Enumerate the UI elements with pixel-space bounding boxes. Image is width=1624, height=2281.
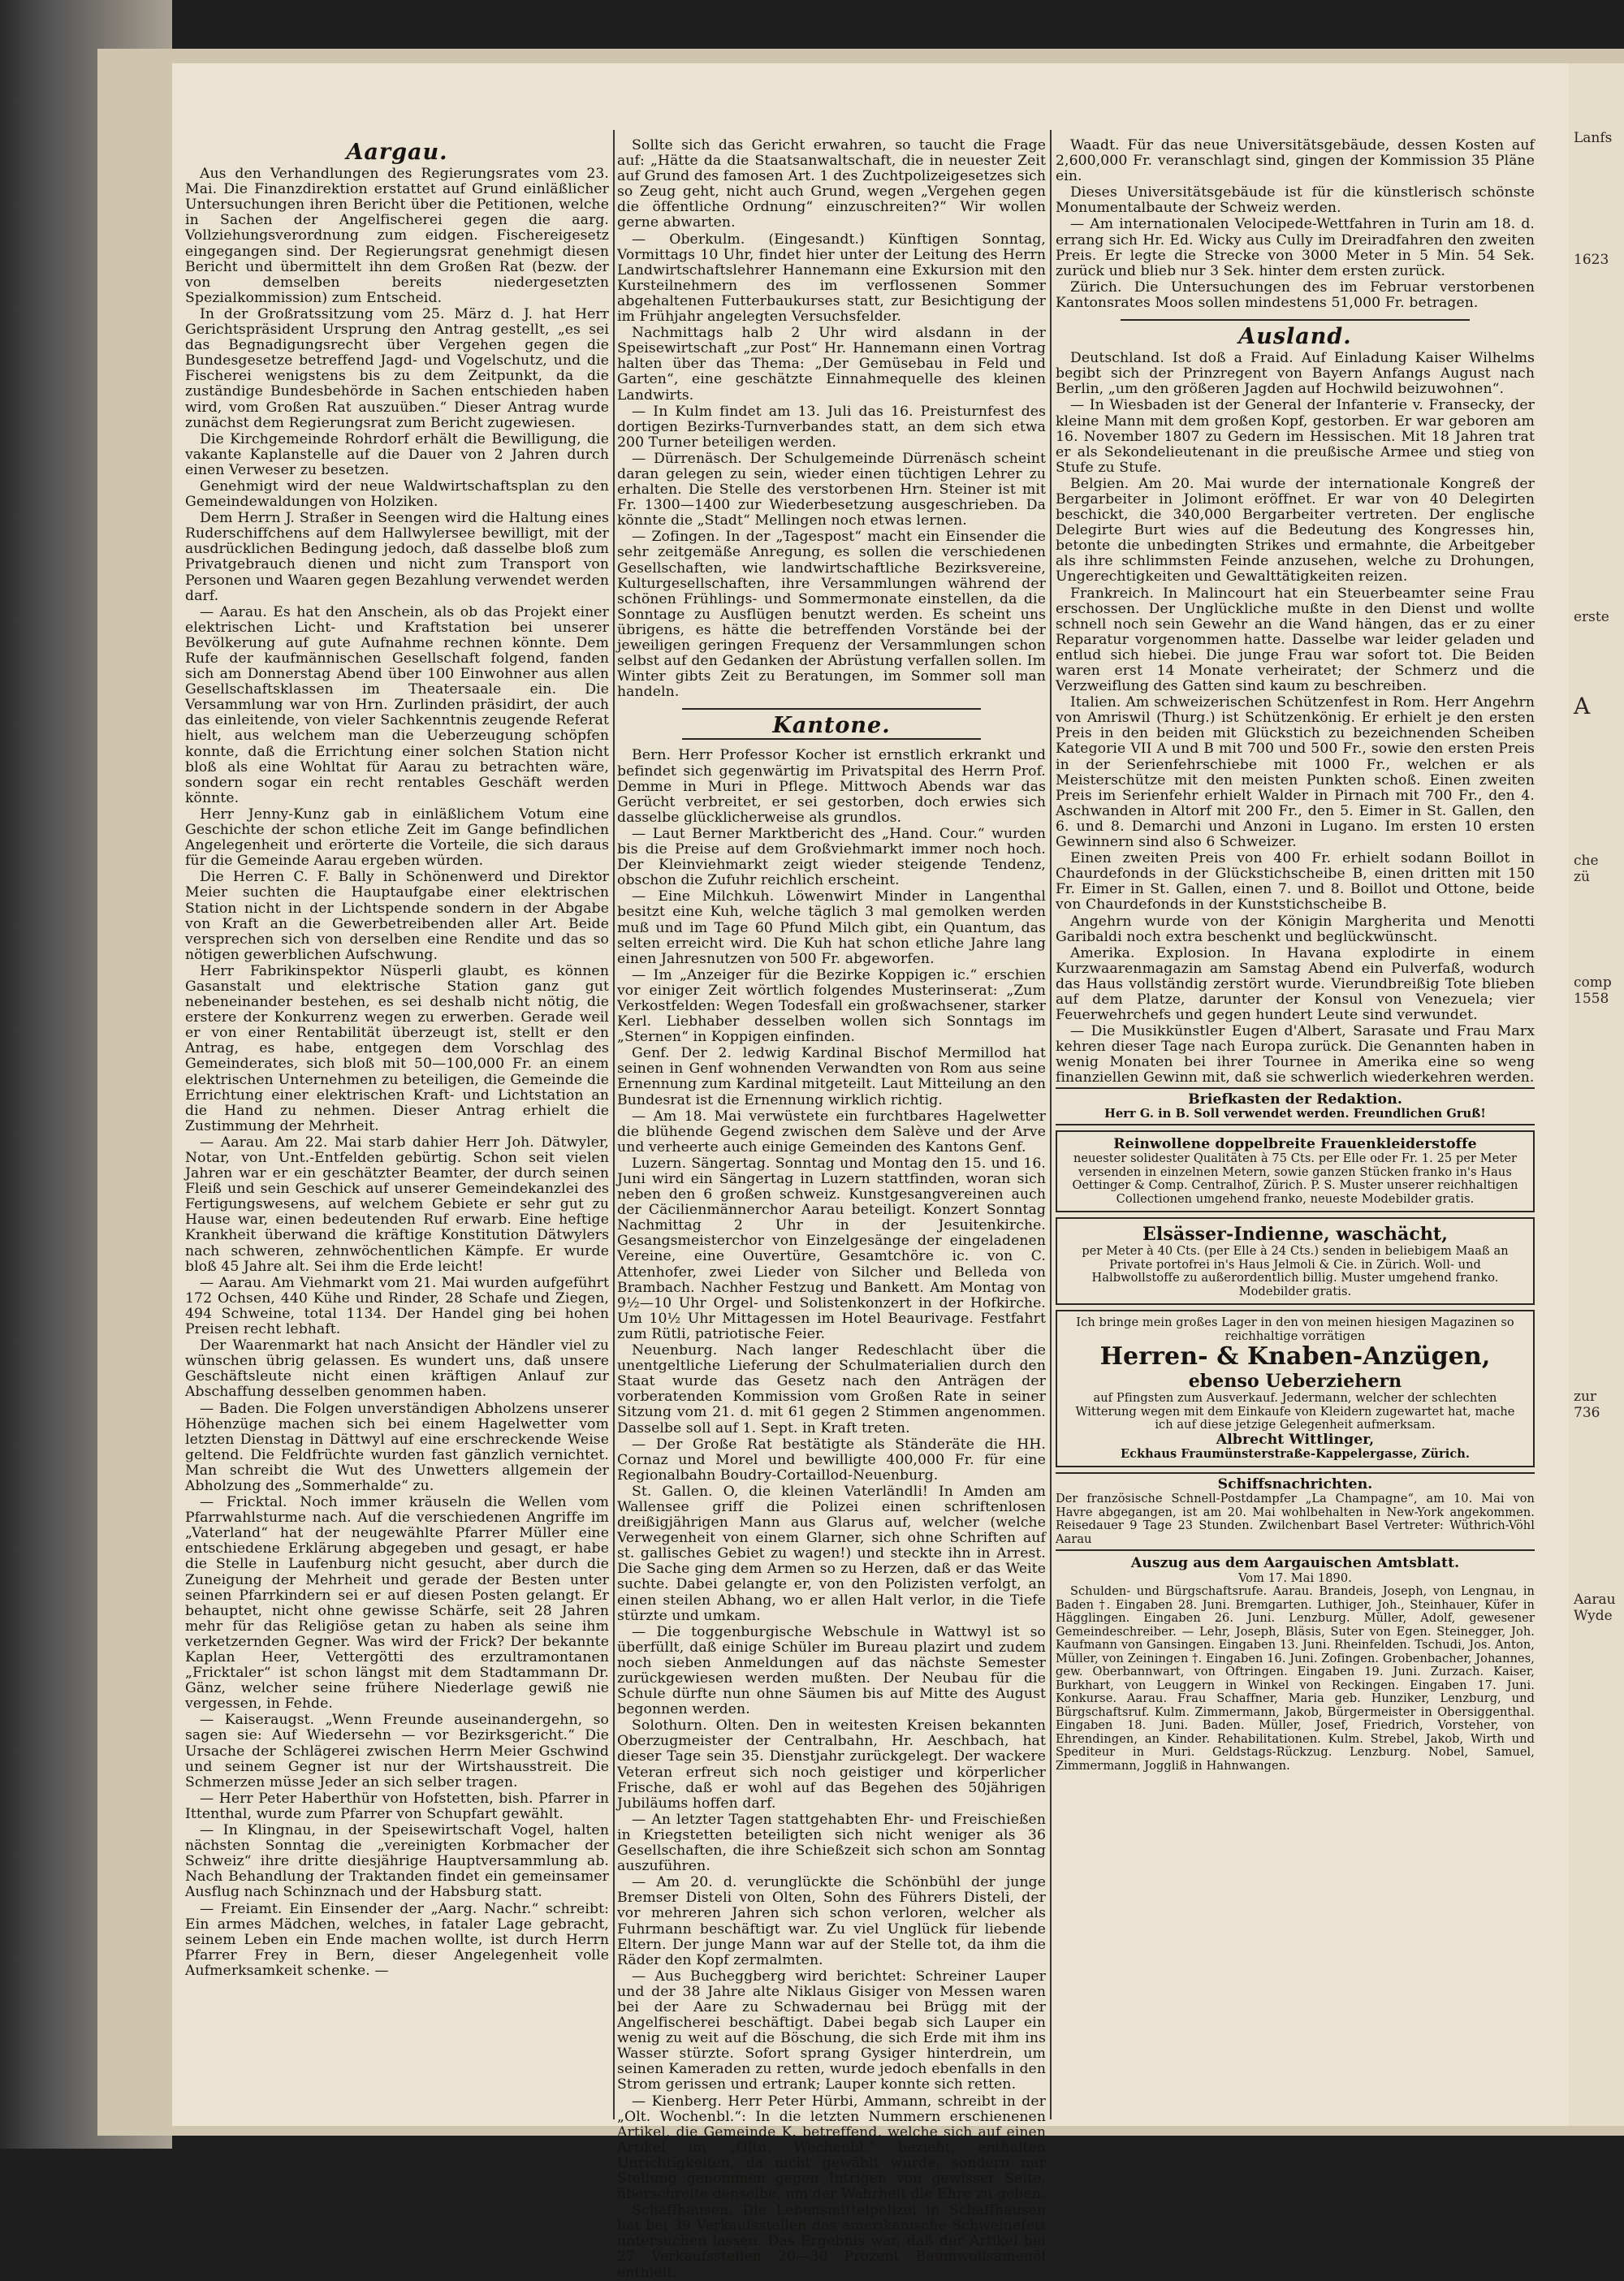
fragment-text: Aarau [1574,1592,1616,1608]
article-paragraph: Deutschland. Ist doß a Fraid. Auf Einladung Kaiser Wilhelms begibt sich der Prinzregent von Bayern Anfangs August nach Berlin, „um den größeren Jagden auf Hochwild beizuwohnen“. [1056,350,1535,398]
article-paragraph: Der Waarenmarkt hat nach Ansicht der Händler viel zu wünschen übrig gelassen. Es wundert uns, daß unsere Geschäftsleute nicht einen kräftigen Anlauf zur Abschaffung desselben genommen haben. [185,1337,609,1401]
mailbox-box [1056,1087,1535,1126]
shipping-text: Der französische Schnell-Postdampfer „La Champagne“, am 10. Mai von Havre abgegangen, ist am 20. Mai wohlbehalten in New-York angekommen. Reisedauer 9 Tage 23 Stunden. Zwilchenbart Basel Vertreter: Wüthrich-Vöhl Aarau [1056,1493,1535,1546]
article-paragraph: Waadt. Für das neue Universitätsgebäude, dessen Kosten auf 2,600,000 Fr. veranschlagt sind, gingen der Kommission 35 Pläne ein. [1056,137,1535,185]
facing-page-fragments [1574,97,1624,1624]
article-paragraph: — Aus Bucheggberg wird berichtet: Schreiner Lauper und der 38 Jahre alte Niklaus Gisiger von Messen waren bei der Aare zu Schwadernau bei Brügg mit der Angelfischerei beschäftigt. Dabei begab sich Lauper ein wenig zu weit auf die Böschung, die sich Erde mit ihm ins Wasser stürzte. Sofort sprang Gysiger hinterdrein, um seinen Kameraden zu retten, wurde jedoch ebenfalls in den Strom gerissen und ertrank; Lauper konnte sich retten. [617,1968,1046,2093]
ad-merchant-name: Albrecht Wittlinger, [1216,1431,1375,1448]
fragment-text: comp [1574,974,1612,991]
fragment-text: Wyde [1574,1608,1613,1624]
fragment-text: 1558 [1574,991,1609,1007]
section-divider [1121,319,1470,321]
shipping-title: Schiffsnachrichten. [1217,1476,1373,1493]
section-title-kantone: Kantone. [772,713,891,739]
article-paragraph: Nachmittags halb 2 Uhr wird alsdann in der Speisewirtschaft „zur Post“ Hr. Hannemann einen Vortrag halten über das Thema: „Der Gemüsebau in Feld und Garten“, eine geschätzte Einnahmequelle des kleinen Landwirts. [617,325,1046,404]
article-paragraph: — Kienberg. Herr Peter Hürbi, Ammann, schreibt in der „Olt. Wochenbl.“: In die letzten Nummern erschienenen Artikel, die Gemeinde K. betreffend, welche sich auf einen Artikel im „Oltn. Wochenbl.“ bezieht, enthalten Unrichtigkeiten, da nicht gewählt wurde, sondern nur Stellung genommen gegen Intrigen von gewisser Seite, überschreite denselbe, um der Wahrheit die Ehre zu geben. [617,2093,1046,2203]
ad-indienne [1056,1217,1535,1305]
article-paragraph: Dieses Universitätsgebäude ist für die künstlerisch schönste Monumentalbaute der Schweiz werden. [1056,184,1535,217]
article-paragraph: — Oberkulm. (Eingesandt.) Künftigen Sonntag, Vormittags 10 Uhr, findet hier unter der Leitung des Herrn Landwirtschaftslehrer Hannemann eine Exkursion mit den Kursteilnehmern des im verflossenen Sommer abgehaltenen Futterbaukurses statt, zur Besichtigung der im Frühjahr angelegten Versuchsfelder. [617,231,1046,326]
article-paragraph: In der Großratssitzung vom 25. März d. J. hat Herr Gerichtspräsident Ursprung den Antrag gestellt, „es sei das Begnadigungsrecht über Vergehen gegen die Bundesgesetze betreffend Jagd- und Vogelschutz, und die Fischerei wenigstens bis zu dem Zeitpunkt, da die zuständige Bundesbehörde in Sachen entschieden haben wird, vom Großen Rat auszuüben.“ Dieser Antrag wurde zunächst dem Regierungsrat zum Bericht zugewiesen. [185,305,609,431]
article-paragraph: Genf. Der 2. ledwig Kardinal Bischof Mermillod hat seinen in Genf wohnenden Verwandten von Rom aus seine Ernennung zum Kardinal mitgeteilt. Laut Mitteilung an den Bundesrat ist die Ernennung wirklich richtig. [617,1045,1046,1108]
column-rule [613,130,615,2119]
ad-frauenkleiderstoffe [1056,1130,1535,1212]
ad-title: Elsässer-Indienne, waschächt, [1142,1224,1448,1246]
ad-subheadline: ebenso Ueberziehern [1188,1371,1402,1393]
article-paragraph: — Zofingen. In der „Tagespost“ macht ein Einsender die sehr zeitgemäße Anregung, es sollen die verschiedenen Gesellschaften, wie landwirtschaftliche Bezirksvereine, Kulturgesellschaften, ihre Versammlungen während der schönen Frühlings- und Sommermonate einstellen, da die Sonntage zu Ausflügen benutzt werden. Es scheint uns übrigens, es hätte die betreffenden Vorstände bei der jeweiligen geringen Frequenz der Versammlungen schon selbst auf den Gedanken der Abrüstung verfallen sollen. Im Winter gibts Zeit zu Beratungen, im Sommer soll man handeln. [617,529,1046,701]
article-paragraph: Genehmigt wird der neue Waldwirtschaftsplan zu den Gemeindewaldungen von Holziken. [185,477,609,511]
article-paragraph: Herr Fabrikinspektor Nüsperli glaubt, es können Gasanstalt und elektrische Station ganz gut nebeneinander bestehen, es sei deshalb nicht nötig, die erstere der Konkurrenz wegen zu erwerben. Gerade weil er von einer Rentabilität überzeugt ist, stellt er den Antrag, es habe, entgegen dem Vorschlag des Gemeinderates, sich bloß mit 50—100,000 Fr. an einem elektrischen Unternehmen zu beteiligen, die Gemeinde die Errichtung einer elektrischen Kraft- und Lichtstation an die Hand zu nehmen. Dieser Antrag erhielt die Zustimmung der Mehrheit. [185,962,609,1134]
article-paragraph: — Im „Anzeiger für die Bezirke Koppigen ic.“ erschien vor einiger Zeit wörtlich folgendes Musterinserat: „Zum Verkostfelden: Wegen Todesfall ein großwachsener, starker Kerl. Liebhaber desselben wollen sich Sonntags im „Sternen“ in Koppigen einfinden. [617,966,1046,1046]
article-paragraph: — Der Große Rat bestätigte als Ständeräte die HH. Cornaz und Morel und bewilligte 400,000 Fr. für eine Regionalbahn Boudry-Cortaillod-Neuenburg. [617,1436,1046,1484]
section-title-aargau: Aargau. [346,140,448,165]
amtsblatt-title: Auszug aus dem Aargauischen Amtsblatt. [1130,1555,1460,1572]
column-aargau [185,138,609,2132]
article-paragraph: — Eine Milchkuh. Löwenwirt Minder in Langenthal besitzt eine Kuh, welche täglich 3 mal gemolken werden muß und im Tage 60 Pfund Milch gibt, ein Quantum, das selten erreicht wird. Die Kuh hat schon etliche Jahre lang einen Jahresnutzen von 500 Fr. abgeworfen. [617,888,1046,967]
article-paragraph: — Die toggenburgische Webschule in Wattwyl ist so überfüllt, daß einige Schüler im Bureau plazirt und zudem noch sieben Anmeldungen auf das nächste Semester zurückgewiesen werden mußten. Der Neubau für die Schule dürfte nun ohne Säumen bis auf Mitte des August begonnen werden. [617,1623,1046,1718]
article-paragraph: Angehrn wurde von der Königin Margherita und Menotti Garibaldi noch extra beschenkt und beglückwünscht. [1056,913,1535,945]
fragment-text: Lanfs [1574,130,1613,146]
fragment-text: zü [1574,869,1590,885]
ad-merchant-address: Eckhaus Fraumünsterstraße-Kappelergasse, Zürich. [1120,1446,1471,1461]
mailbox-title: Briefkasten der Redaktion. [1188,1091,1402,1108]
amtsblatt-date: Vom 17. Mai 1890. [1238,1571,1352,1585]
section-divider [682,708,981,710]
article-paragraph: — In Wiesbaden ist der General der Infanterie v. Fransecky, der kleine Mann mit dem großen Kopf, gestorben. Er war geboren am 16. November 1807 zu Gedern im Hessischen. Mit 18 Jahren trat er als Sekondelieutenant in die preußische Armee und stieg von Stufe zu Stufe. [1056,397,1535,476]
article-paragraph: — Aarau. Es hat den Anschein, als ob das Projekt einer elektrischen Licht- und Kraftstation bei unserer Bevölkerung auf gute Aufnahme rechnen könnte. Dem Rufe der kaufmännischen Gesellschaft folgend, fanden sich am Donnerstag Abend über 100 Einwohner aus allen Gesellschaftsklassen im Theatersaale ein. Die Versammlung war von Hrn. Zurlinden präsidirt, der auch das einleitende, von vieler Sachkenntnis zeugende Referat hielt, aus welchem man die Ueberzeugung schöpfen konnte, daß die Errichtung einer solchen Station nicht bloß als eine Wohltat für Aarau zu betrachten wäre, sondern sogar ein recht rentables Geschäft werden könnte. [185,603,609,806]
ad-title: Reinwollene doppelbreite Frauenkleiderstoffe [1113,1136,1477,1153]
section-divider [682,738,981,740]
fragment-text: 1623 [1574,252,1609,268]
article-paragraph: — Baden. Die Folgen unverständigen Abholzens unserer Höhenzüge machen sich bei einem Hagelwetter vom letzten Dienstag in Dättwyl auf eine erschreckende Weise geltend. Die Feldfrüchte wurden fast gänzlich vernichtet. Man schreibt die Wut des Unwetters allgemein der Abholzung des „Sommerhalde“ zu. [185,1400,609,1494]
article-paragraph: — Aarau. Am 22. Mai starb dahier Herr Joh. Dätwyler, Notar, von Unt.-Entfelden gebürtig. Schon seit vielen Jahren war er ein geschätzter Beamter, der durch seinen Fleiß und sein Geschick auf unserer Gemeindekanzlei des Fertigungswesens, auf welchem Gebiete er sehr gut zu Hause war, einen bedeutenden Ruf erwarb. Eine heftige Krankheit überwand die kräftige Konstitution Dätwylers nach schweren, zehnwöchentlichen Kämpfe. Er wurde bloß 45 Jahre alt. Sei ihm die Erde leicht! [185,1134,609,1275]
ad-text: auf Pfingsten zum Ausverkauf. Jedermann, welcher der schlechten Witterung wegen mit dem Einkaufe von Kleidern zugewartet hat, mache ich auf diese jetzige Gelegenheit aufmerksam. [1075,1392,1515,1432]
article-paragraph: Frankreich. In Malincourt hat ein Steuerbeamter seine Frau erschossen. Der Unglückliche mußte in den Dienst und wollte schnell noch sein Gewehr an die Wand hängen, das er zu einer Reparatur vorgenommen hatte. Dasselbe war leider geladen und entlud sich hiebei. Die junge Frau war sofort tot. Die Beiden waren erst 14 Monate verheiratet; der Schmerz und die Verzweiflung des Gatten sind kaum zu beschreiben. [1056,585,1535,695]
article-paragraph: — Dürrenäsch. Der Schulgemeinde Dürrenäsch scheint daran gelegen zu sein, wieder einen tüchtigen Lehrer zu erhalten. Die Stelle des verstorbenen Hrn. Steiner ist mit Fr. 1300—1400 zur Wiederbesetzung ausgeschrieben. Da könnte die „Stadt“ Mellingen noch etwas lernen. [617,450,1046,529]
column-rule [1050,130,1052,2119]
article-paragraph: Belgien. Am 20. Mai wurde der internationale Kongreß der Bergarbeiter in Jolimont eröffnet. Er war von 40 Delegirten beschickt, die 340,000 Bergarbeiter vertreten. Der englische Delegirte Burt wies auf die Bedeutung des Kongresses hin, betonte die unbedingten Strikes und ermahnte, die Arbeitgeber als ihre schlimmsten Feinde anzusehen, welche zu Drohungen, Ungerechtigkeiten und Gewalttätigkeiten reizen. [1056,475,1535,585]
article-paragraph: Italien. Am schweizerischen Schützenfest in Rom. Herr Angehrn von Amriswil (Thurg.) ist Schützenkönig. Er erhielt je den ersten Preis in den beiden mit Glückstich zu bezeichnenden Scheiben Kategorie VII A und B mit 700 und 500 Fr., sowie den ersten Preis in der Serienfehrschiebe mit 1000 Fr., welchen er als Meisterschütze mit den meisten Punkten schoß. Einen zweiten Preis im Serienfehr erhielt Walder in Pirnach mit 700 Fr., den 4. Aschwanden in Altorf mit 200 Fr., den 5. Eimer in St. Gallen, den 6. und 8. Demarchi und Anzoni in Lugano. Im ersten 10 ersten Gewinnern sind also 6 Schweizer. [1056,694,1535,851]
column-kantone [617,137,1046,2281]
article-paragraph: Aus den Verhandlungen des Regierungsrates vom 23. Mai. Die Finanzdirektion erstattet auf Grund einläßlicher Untersuchungen ihren Bericht über die Petitionen, welche in Sachen der Angelfischerei gegen die aarg. Vollziehungsverordnung zum eidgen. Fischereigesetz eingegangen sind. Der Regierungsrat genehmigt diesen Bericht und übermittelt ihn dem Großen Rat (bezw. der von demselben bereits niedergesetzten Spezialkommission) zum Entscheid. [185,166,609,306]
ad-headline: Herren- & Knaben-Anzügen, [1099,1342,1491,1372]
fragment-text: erste [1574,609,1609,625]
article-paragraph: — Laut Berner Marktbericht des „Hand. Cour.“ wurden bis die Preise auf dem Großviehmarkt immer noch hoch. Der Kleinviehmarkt zeigt wieder steigende Tendenz, obschon die Zufuhr reichlich erscheint. [617,825,1046,889]
article-paragraph: — Freiamt. Ein Einsender der „Aarg. Nachr.“ schreibt: Ein armes Mädchen, welches, in fataler Lage gebracht, seinem Leben ein Ende machen wollte, ist durch Herrn Pfarrer Frey in Bern, dieser Angelegenheit volle Aufmerksamkeit schenke. — [185,1900,609,1979]
amtsblatt-header [1056,1556,1535,1585]
article-paragraph: Die Kirchgemeinde Rohrdorf erhält die Bewilligung, die vakante Kaplanstelle auf die Dauer von 2 Jahren durch einen Verweser zu besetzen. [185,430,609,478]
shipping-news [1056,1472,1535,1551]
article-paragraph: — Am internationalen Velocipede-Wettfahren in Turin am 18. d. errang sich Hr. Ed. Wicky aus Cully im Dreiradfahren den zweiten Preis. Er legte die Strecke von 3000 Meter in 5 Min. 54 Sek. zurück und blieb nur 3 Sek. hinter dem ersten zurück. [1056,216,1535,279]
article-paragraph: — Kaiseraugst. „Wenn Freunde auseinandergehn, so sagen sie: Auf Wiedersehn — vor Bezirksgericht.“ Die Ursache der Schlägerei zwischen Herrn Meier Gschwind und seinem Gegner ist nur der Wirtshausstreit. Die Schmerzen müsse Jeder an sich selber tragen. [185,1712,609,1791]
article-paragraph: Dem Herrn J. Straßer in Seengen wird die Haltung eines Ruderschiffchens auf dem Hallwylersee bewilligt, mit der ausdrücklichen Bedingung jedoch, daß dasselbe bloß zum Privatgebrauch dienen und nicht zum Transport von Personen und Waaren gegen Bezahlung verwendet werden darf. [185,510,609,604]
fragment-text: A [1574,693,1591,719]
amtsblatt-text: Schulden- und Bürgschaftsrufe. Aarau. Brandeis, Joseph, von Lengnau, in Baden †. Eingaben 28. Juni. Bremgarten. Luthiger, Joh., Steinhauer, Küfer in Hägglingen. Eingaben 26. Juni. Lenzburg. Müller, Adolf, gewesener Gemeindeschreiber. — Lehr, Joseph, Bläsis, Suter von Egen. Steinegger, Joh. Kaufmann von Gansingen. Eingaben 13. Juni. Rheinfelden. Tschudi, Jos. Anton, Müller, von Zeiningen †. Eingaben 16. Juni. Zofingen. Grobenbacher, Johannes, gew. Oberbannwart, von Oftringen. Eingaben 19. Juni. Zurzach. Kaiser, Burkhart, von Leuggern in Winkel von Reckingen. Eingaben 17. Juni. Konkurse. Aarau. Frau Schaffner, Maria geb. Hunziker, Lenzburg, und Bürgschaftsruf. Kulm. Zimmermann, Jakob, Bürgermeister in Obersiggenthal. Eingaben 18. Juni. Baden. Müller, Josef, Friedrich, Vorsteher, von Ehrendingen, an Kinder. Rehabilitationen. Kulm. Strebel, Jakob, Wirth und Spediteur in Muri. Geldstags-Rückzug. Lenzburg. Nobel, Samuel, Zimmermann, Joggliß in Hahnwangen. [1056,1585,1535,1773]
article-paragraph: — Am 18. Mai verwüstete ein furchtbares Hagelwetter die blühende Gegend zwischen dem Salève und der Arve und verheerte auch einige Gemeinden des Kantons Genf. [617,1108,1046,1156]
fragment-text: che [1574,853,1599,869]
article-paragraph: Luzern. Sängertag. Sonntag und Montag den 15. und 16. Juni wird ein Sängertag in Luzern stattfinden, woran sich neben den 6 großen schweiz. Kunstgesangvereinen auch der Cäcilienmännerchor Aarau beteiligt. Konzert Sonntag Nachmittag 2 Uhr in der Jesuitenkirche. Gesangsmeisterchor von Einzelgesänge der eingeladenen Vereine, eine Ouvertüre, Gesamtchöre ic. von C. Attenhofer, zwei Lieder von Silcher und Belleda von Brambach. Nachher Festzug und Bankett. Am Montag von 9½—10 Uhr Orgel- und Solistenkonzert in der Hofkirche. Um 10½ Uhr Mittagessen im Hotel Beaurivage. Festfahrt zum Rütli, patriotische Feier. [617,1155,1046,1342]
article-paragraph: Neuenburg. Nach langer Redeschlacht über die unentgeltliche Lieferung der Schulmaterialien durch den Staat wurde das Gesetz nach den Anträgen der vorberatenden Kommission vom Großen Rate in seiner Sitzung vom 21. d. mit 61 gegen 2 Stimmen angenommen. Dasselbe soll auf 1. Sept. in Kraft treten. [617,1342,1046,1436]
ad-text: per Meter à 40 Cts. (per Elle à 24 Cts.) senden in beliebigem Maaß an Private portofrei in's Haus Jelmoli & Cie. in Zürich. Woll- und Halbwollstoffe zu außerordentlich billig. Muster umgehend franko. Modebilder gratis. [1082,1245,1509,1298]
mailbox-text: Herr G. in B. Soll verwendet werden. Freundlichen Gruß! [1104,1106,1486,1121]
article-paragraph: — Die Musikkünstler Eugen d'Albert, Sarasate und Frau Marx kehren dieser Tage nach Europa zurück. Die Genannten haben in wenig Monaten bei ihrer Tournee in Amerika eine so weng finanziellen Gewinn mit, daß sie schwerlich wiederkehren werden. [1056,1023,1535,1086]
article-paragraph: — An letzter Tagen stattgehabten Ehr- und Freischießen in Kriegstetten beteiligten sich nicht weniger als 36 Gesellschaften, die ihre Schießzeit sich schon am Sonntag auszuführen. [617,1811,1046,1875]
fragment-text: zur [1574,1389,1597,1405]
ad-text: neuester solidester Qualitäten à 75 Cts. per Elle oder Fr. 1. 25 per Meter versenden in einzelnen Metern, sowie ganzen Stücken franko in's Haus Oettinger & Comp. Centralhof, Zürich. P. S. Muster unserer reichhaltigen Collectionen umgehend franko, neueste Modebilder gratis. [1072,1152,1518,1206]
article-paragraph: — Fricktal. Noch immer kräuseln die Wellen vom Pfarrwahlsturme nach. Auf die verschiedenen Angriffe im „Vaterland“ hat der neugewählte Pfarrer Müller eine entschiedene Erklärung abgegeben und gesagt, er habe die Stelle in Laufenburg nicht gesucht, aber durch die Zuneigung der Mehrheit und gerade der Besten unter seinen Pfarrkindern sei er auf diesen Posten gelangt. Er behauptet, nicht ohne gewisse Schärfe, seit 28 Jahren mehr für das Religiöse getan zu haben als seine ihm verketzernden Gegner. Was wird der Frick? Der bekannte Kaplan Heer, Vettergötti des erzultramontanen „Fricktaler“ ist schon längst mit dem Stadtammann Dr. Gänz, welcher seine frühere Niederlage gewiß nie vergessen, in Fehde. [185,1494,609,1713]
article-paragraph: — In Klingnau, in der Speisewirtschaft Vogel, halten nächsten Sonntag die „vereinigten Korbmacher der Schweiz“ ihre dritte diesjährige Hauptversammlung ab. Nach Behandlung der Traktanden findet ein gemeinsamer Ausflug nach Schinznach und der Habsburg statt. [185,1822,609,1901]
article-paragraph: — Am 20. d. verunglückte die Schönbühl der junge Bremser Disteli von Olten, Sohn des Führers Disteli, der vor mehreren Jahren sich schon verloren, welcher als Fuhrmann beschäftigt war. Zu viel Unglück für liebende Eltern. Der junge Mann war auf der Stelle tot, da ihm die Räder den Kopf zermalmten. [617,1874,1046,1968]
column-ausland [1056,138,1535,2132]
article-paragraph: Sollte sich das Gericht erwahren, so taucht die Frage auf: „Hätte da die Staatsanwaltschaft, die in neuester Zeit auf Grund des famosen Art. 1 des Zuchtpolizeigesetzes sich so Zeug geht, nicht auch Grund, wegen „Vergehen gegen die öffentliche Ordnung“ einzuschreiten?“ Wir wollen gerne abwarten. [617,137,1046,231]
article-paragraph: — Aarau. Am Viehmarkt vom 21. Mai wurden aufgeführt 172 Ochsen, 440 Kühe und Rinder, 28 Schafe und Ziegen, 494 Schweine, total 1134. Der Handel ging bei hohen Preisen recht lebhaft. [185,1274,609,1338]
article-paragraph: St. Gallen. O, die kleinen Vaterländli! In Amden am Wallensee griff die Polizei einen schriftenlosen dreißigjährigen Mann aus Glarus auf, welcher (welche Verwegenheit von einem Glarner, sich ohne Schriften auf st. gallisches Gebiet zu wagen!) und steckte ihn in Arrest. Die Sache ging dem Armen so zu Herzen, daß er das Weite suchte. Dabei gelangte er, von den Polizisten verfolgt, an einen steilen Abhang, wo er allen Halt verlor, in die Tiefe stürzte und umkam. [617,1483,1046,1624]
fragment-text: 736 [1574,1405,1600,1421]
article-paragraph: Einen zweiten Preis von 400 Fr. erhielt sodann Boillot in Chaurdefonds in der Glückstichscheibe B, einen dritten mit 150 Fr. Eimer in St. Gallen, einen 7. und 8. Boillot und Ottone, beide von Chaurdefonds in der Kunststichscheibe B. [1056,850,1535,914]
article-paragraph: Bern. Herr Professor Kocher ist ernstlich erkrankt und befindet sich gegenwärtig im Privatspital des Herrn Prof. Demme in Muri in Pflege. Mittwoch Abends war das Gerücht verbreitet, er sei gestorben, doch erwies sich dasselbe glücklicherweise als grundlos. [617,747,1046,826]
section-title-ausland: Ausland. [1238,324,1352,350]
ad-wittlinger [1056,1310,1535,1467]
article-paragraph: Zürich. Die Untersuchungen des im Februar verstorbenen Kantonsrates Moos sollen mindestens 51,000 Fr. betragen. [1056,279,1535,311]
article-paragraph: Schaffhausen. Die Lebensmittelpolizei in Schaffhausen hat bei 39 Verkaufsstellen das amerikanische Schweinefett untersuchen lassen. Das Ergebnis war, daß der Artikel bei 27 Verkaufsstellen 20—30 Prozent Baumwollsamenöl enthielt. [617,2202,1046,2281]
ad-intro: Ich bringe mein großes Lager in den von meinen hiesigen Magazinen so reichhaltige vorrätigen [1076,1316,1514,1343]
article-paragraph: — In Kulm findet am 13. Juli das 16. Preisturnfest des dortigen Bezirks-Turnverbandes statt, an dem sich etwa 200 Turner beteiligen werden. [617,403,1046,451]
article-paragraph: Solothurn. Olten. Den in weitesten Kreisen bekannten Oberzugmeister der Centralbahn, Hr. Aeschbach, hat dieser Tage sein 35. Dienstjahr zurückgelegt. Der wackere Veteran erfreut sich noch geistiger und körperlicher Frische, daß er wohl auf das Begehen des 50jährigen Jubiläums hoffen darf. [617,1717,1046,1812]
article-paragraph: — Herr Peter Haberthür von Hofstetten, bish. Pfarrer in Ittenthal, wurde zum Pfarrer von Schupfart gewählt. [185,1790,609,1822]
article-paragraph: Herr Jenny-Kunz gab in einläßlichem Votum eine Geschichte der schon etliche Zeit im Gange befindlichen Angelegenheit und erörterte die Vorteile, die sich daraus für die Gemeinde Aarau ergeben würden. [185,806,609,870]
article-paragraph: Die Herren C. F. Bally in Schönenwerd und Direktor Meier suchten die Hauptaufgabe einer elektrischen Station nicht in der Lichtspende sondern in der Abgabe von Kraft an die Gewerbetreibenden aller Art. Beide versprechen sich von derselben eine Rendite und das so nötigen gewerblichen Aufschwung. [185,869,609,963]
article-paragraph: Amerika. Explosion. In Havana explodirte in einem Kurzwaarenmagazin am Samstag Abend ein Pulverfaß, wodurch das Haus vollständig zerstört wurde. Vierundbreißig Tote blieben auf dem Platze, darunter der Konsul von Venezuela; vier Feuerwehrchefs und gegen hundert Leute sind verwundet. [1056,944,1535,1024]
